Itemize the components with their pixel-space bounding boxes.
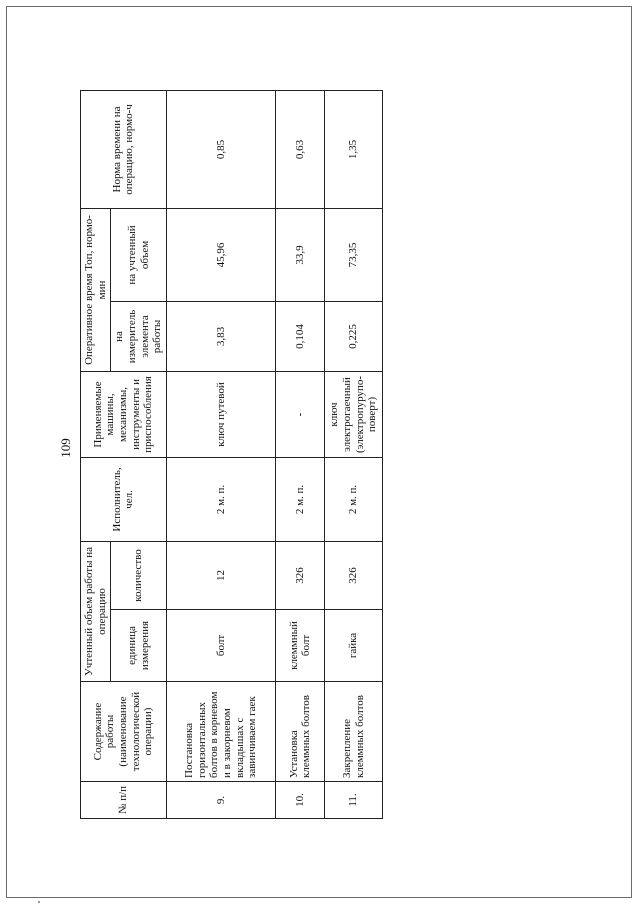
cell-unit: гайка xyxy=(325,610,383,682)
cell-content: Установка клеммных болтов xyxy=(276,682,325,782)
cell-quantity: 12 xyxy=(166,541,275,609)
table-row xyxy=(166,90,275,818)
scan-speck xyxy=(38,901,40,903)
cell-per-volume: 33,9 xyxy=(276,208,325,301)
cell-per-element: 0,104 xyxy=(276,301,325,371)
cell-performer: 2 м. п. xyxy=(325,457,383,541)
cell-per-volume: 45,96 xyxy=(166,208,275,301)
cell-performer: 2 м. п. xyxy=(276,457,325,541)
cell-content: Постановка горизонтальных болтов в корневом и в закорневом вкладышах с завинчиваем гаек xyxy=(166,682,275,782)
header-tools: Применяемые машины, механизмы, инструменты и приспособления xyxy=(81,371,167,457)
rotated-table-container xyxy=(80,91,383,819)
norm-table xyxy=(80,90,383,819)
header-performer: Исполнитель, чел. xyxy=(81,457,167,541)
cell-num: 11. xyxy=(325,782,383,819)
cell-per-element: 0,225 xyxy=(325,301,383,371)
header-per-element: на измеритель элемента работы xyxy=(111,301,167,371)
cell-tools: ключ путевой xyxy=(166,371,275,457)
page-number: 109 xyxy=(58,438,73,458)
cell-per-volume: 73,35 xyxy=(325,208,383,301)
cell-num: 9. xyxy=(166,782,275,819)
cell-tools: ключ электрогаечный (электропурупо-поверт) xyxy=(325,371,383,457)
cell-num: 10. xyxy=(276,782,325,819)
header-num: № п/п xyxy=(81,782,167,819)
header-per-volume: на учтенный объем xyxy=(111,208,167,301)
header-optime-group: Оперативное время Топ, нормо-мин xyxy=(81,208,111,371)
cell-content: Закрепление клеммных болтов xyxy=(325,682,383,782)
cell-per-element: 3,83 xyxy=(166,301,275,371)
cell-unit: болт xyxy=(166,610,275,682)
cell-quantity: 326 xyxy=(325,541,383,609)
cell-norm: 0,63 xyxy=(276,90,325,208)
header-norm: Норма времени на операцию, нормо-ч xyxy=(81,90,167,208)
table-row xyxy=(276,90,325,818)
cell-norm: 0,85 xyxy=(166,90,275,208)
table-row xyxy=(325,90,383,818)
header-quantity: количество xyxy=(111,541,167,609)
header-unit: единица измерения xyxy=(111,610,167,682)
header-volume-group: Учтенный объем работы на операцию xyxy=(81,541,111,681)
cell-norm: 1,35 xyxy=(325,90,383,208)
header-content: Содержание работы (наименование технологической операции) xyxy=(81,682,167,782)
cell-unit: клеммный болт xyxy=(276,610,325,682)
cell-quantity: 326 xyxy=(276,541,325,609)
cell-tools: - xyxy=(276,371,325,457)
cell-performer: 2 м. п. xyxy=(166,457,275,541)
